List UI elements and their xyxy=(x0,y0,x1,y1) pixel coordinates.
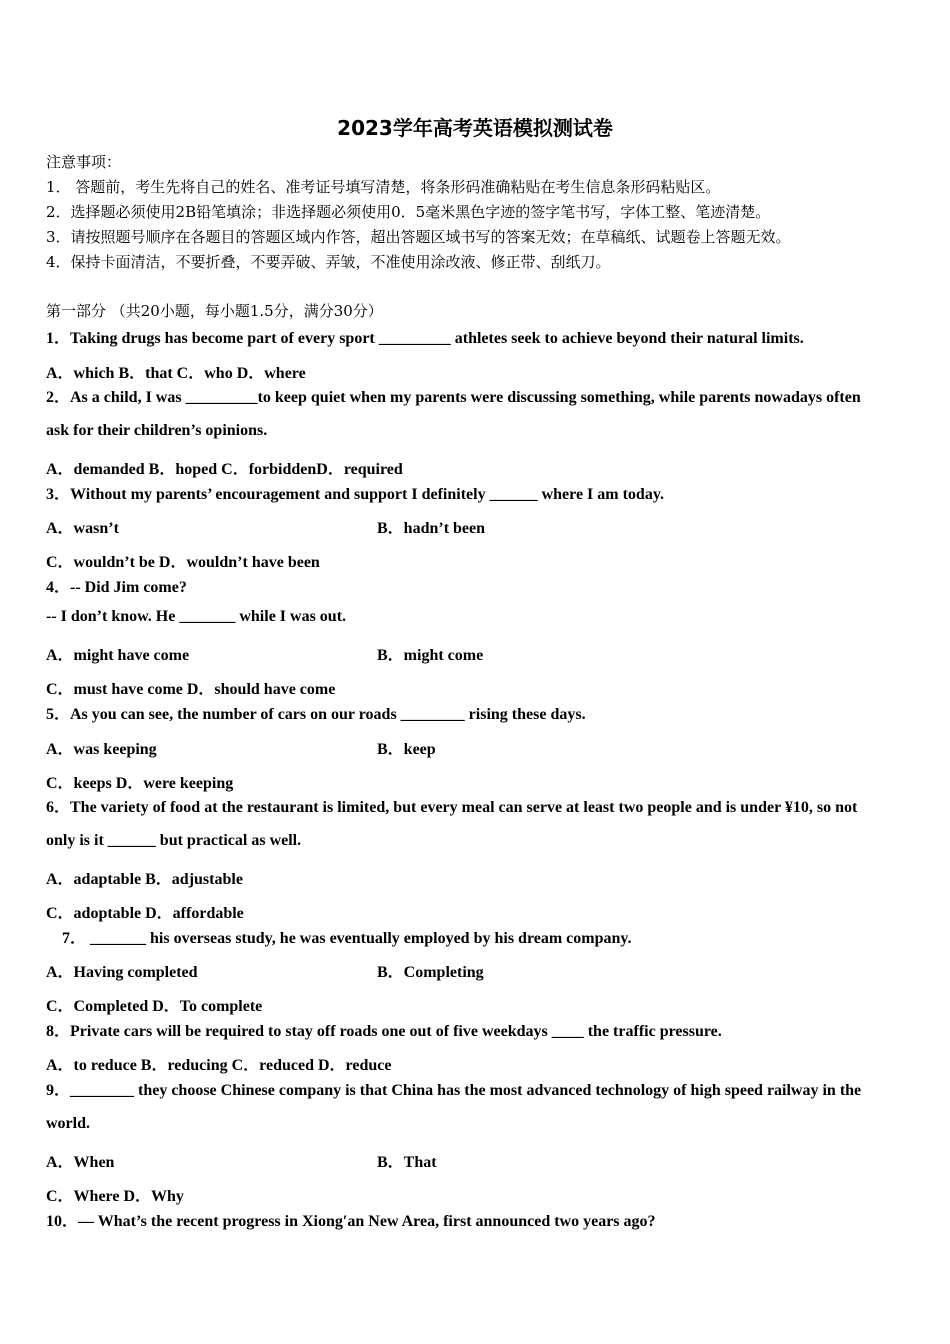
question-3-option-a: A．wasn’t xyxy=(46,520,119,537)
question-7-option-b: B．Completing xyxy=(377,964,484,981)
question-7-option-a: A．Having completed xyxy=(46,964,198,981)
question-4-option-b: B．might come xyxy=(377,647,484,664)
question-6-stem-cont: only is it ______ but practical as well. xyxy=(46,832,302,849)
question-9-stem-cont: world. xyxy=(46,1115,90,1132)
section-header: 第一部分 （共20小题，每小题1.5分，满分30分） xyxy=(46,302,383,320)
question-9-stem: 9．________ they choose Chinese company is that China has the most advanced technology of high speed railway in the xyxy=(46,1082,862,1099)
page-title: 2023学年高考英语模拟测试卷 xyxy=(337,116,613,140)
question-3-option-b: B．hadn’t been xyxy=(377,520,486,537)
question-4-stem: 4．-- Did Jim come? xyxy=(46,579,187,596)
notice-item: 1． 答题前，考生先将自己的姓名、准考证号填写清楚，将条形码准确粘贴在考生信息条形码粘贴区。 xyxy=(46,178,721,196)
notice-item: 4．保持卡面清洁，不要折叠，不要弄破、弄皱，不准使用涂改液、修正带、刮纸刀。 xyxy=(46,253,611,271)
question-4-option-a: A．might have come xyxy=(46,647,190,664)
question-2-stem-cont: ask for their children’s opinions. xyxy=(46,422,268,439)
question-5-stem: 5．As you can see, the number of cars on our roads ________ rising these days. xyxy=(46,706,586,723)
question-9-options-cd: C．Where D．Why xyxy=(46,1188,184,1205)
question-4-options-cd: C．must have come D．should have come xyxy=(46,681,336,698)
question-6-options-ab: A．adaptable B．adjustable xyxy=(46,871,243,888)
question-1-stem: 1．Taking drugs has become part of every sport _________ athletes seek to achieve beyond their natural limits. xyxy=(46,330,804,347)
notice-heading: 注意事项： xyxy=(46,153,122,171)
question-5-options-cd: C．keeps D．were keeping xyxy=(46,775,234,792)
question-7-options-cd: C．Completed D．To complete xyxy=(46,998,263,1015)
notice-item: 2．选择题必须使用2B铅笔填涂；非选择题必须使用0．5毫米黑色字迹的签字笔书写，字体工整、笔迹清楚。 xyxy=(46,203,771,221)
question-8-stem: 8．Private cars will be required to stay off roads one out of five weekdays ____ the traffic pressure. xyxy=(46,1023,722,1040)
question-6-options-cd: C．adoptable D．affordable xyxy=(46,905,244,922)
question-3-options-cd: C．wouldn’t be D．wouldn’t have been xyxy=(46,554,320,571)
question-2-options: A．demanded B．hoped C．forbiddenD．required xyxy=(46,461,403,478)
question-10-stem: 10．— What’s the recent progress in Xiong′an New Area, first announced two years ago? xyxy=(46,1213,656,1230)
question-5-option-b: B．keep xyxy=(377,741,436,758)
question-9-option-b: B．That xyxy=(377,1154,437,1171)
question-2-stem: 2．As a child, I was _________to keep quiet when my parents were discussing something, while parents nowadays often xyxy=(46,389,861,406)
question-6-stem: 6．The variety of food at the restaurant is limited, but every meal can serve at least two people and is under ¥10, so not xyxy=(46,799,858,816)
notice-item: 3．请按照题号顺序在各题目的答题区域内作答，超出答题区域书写的答案无效；在草稿纸、试题卷上答题无效。 xyxy=(46,228,791,246)
question-4-stem-cont: -- I don’t know. He _______ while I was out. xyxy=(46,608,347,625)
question-3-stem: 3．Without my parents’ encouragement and support I definitely ______ where I am today. xyxy=(46,486,664,503)
question-5-option-a: A．was keeping xyxy=(46,741,157,758)
question-1-options: A．which B．that C．who D．where xyxy=(46,365,306,382)
question-9-option-a: A．When xyxy=(46,1154,115,1171)
question-7-stem: 7． _______ his overseas study, he was eventually employed by his dream company. xyxy=(62,930,632,947)
question-8-options: A．to reduce B．reducing C．reduced D．reduce xyxy=(46,1057,392,1074)
